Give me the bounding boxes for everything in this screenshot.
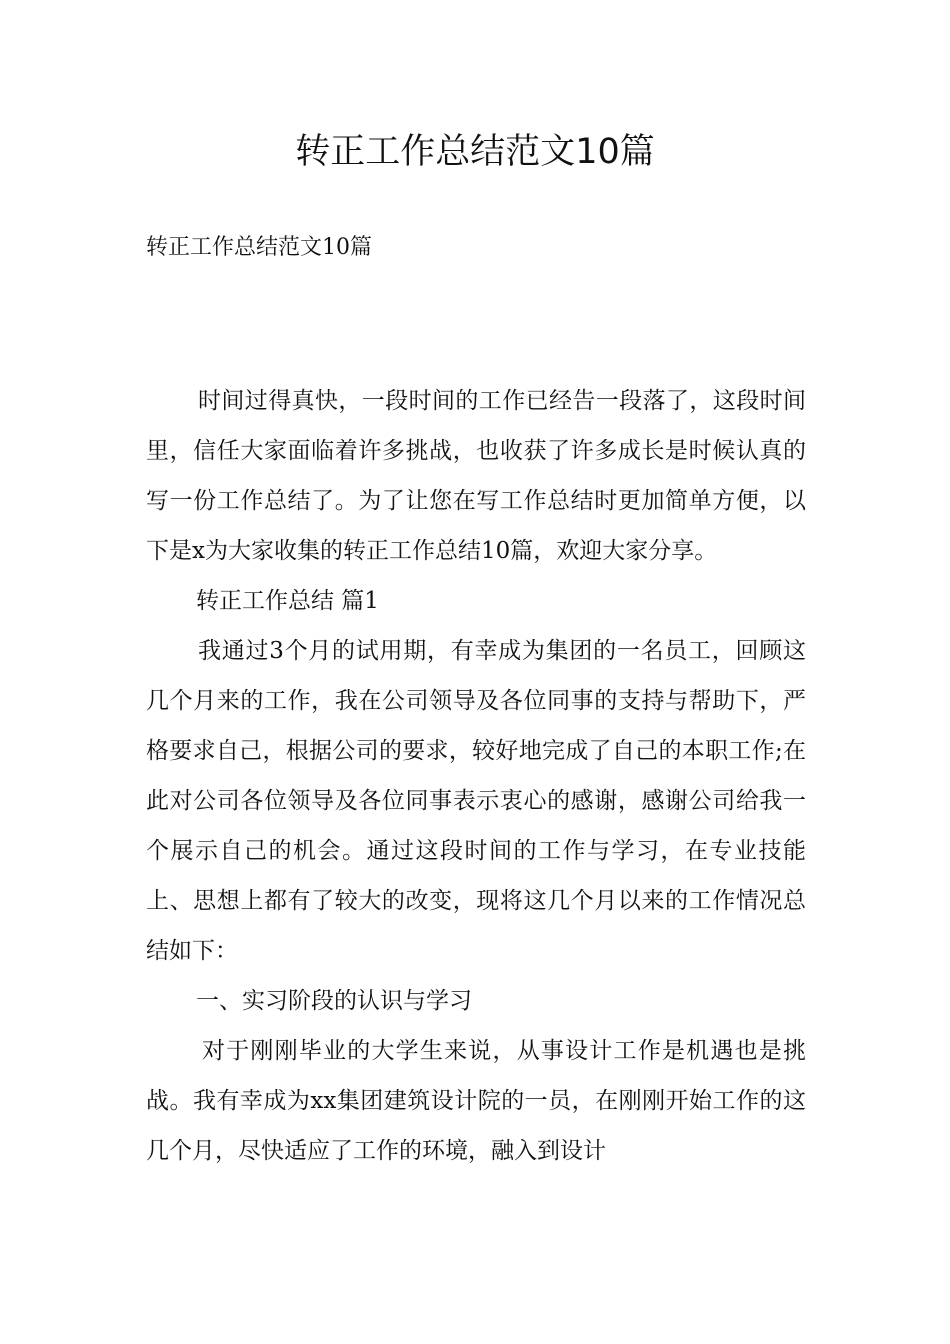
document-title: 转正工作总结范文10篇	[295, 132, 655, 172]
subsection-heading: 一、实习阶段的认识与学习	[196, 988, 472, 1014]
body-paragraph-2: 对于刚刚毕业的大学生来说，从事设计工作是机遇也是挑战。我有幸成为xx集团建筑设计院的一员，在刚刚开始工作的这几个月，尽快适应了工作的环境，融入到设计	[146, 1038, 806, 1164]
intro-paragraph: 时间过得真快，一段时间的工作已经告一段落了，这段时间里，信任大家面临着许多挑战，也收获了许多成长是时候认真的写一份工作总结了。为了让您在写工作总结时更加简单方便，以下是x为大家收集的转正工作总结10篇，欢迎大家分享。	[146, 388, 806, 564]
document-subtitle: 转正工作总结范文10篇	[146, 235, 372, 260]
section-heading: 转正工作总结 篇1	[196, 588, 379, 614]
body-paragraph-1: 我通过3个月的试用期，有幸成为集团的一名员工，回顾这几个月来的工作，我在公司领导及各位同事的支持与帮助下，严格要求自己，根据公司的要求，较好地完成了自己的本职工作;在此对公司各位领导及各位同事表示衷心的感谢，感谢公司给我一个展示自己的机会。通过这段时间的工作与学习，在专业技能上、思想上都有了较大的改变，现将这几个月以来的工作情况总结如下：	[146, 638, 806, 964]
document-body	[146, 376, 806, 1176]
